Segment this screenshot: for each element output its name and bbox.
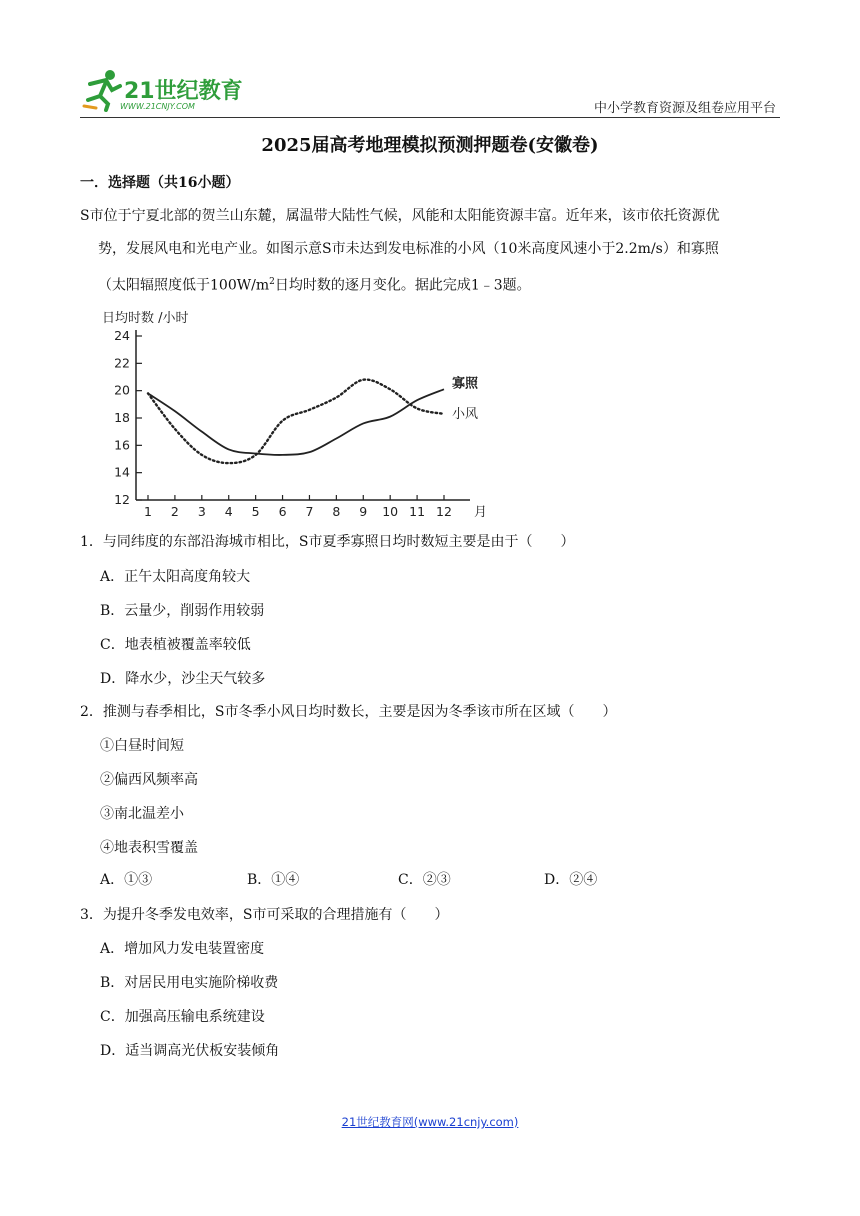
x-tick-label: 5 [251, 504, 260, 519]
x-tick-label: 8 [332, 504, 341, 519]
question-2-item-3: ③南北温差小 [100, 806, 184, 822]
section-heading: 一．选择题（共16小题） [80, 175, 240, 191]
x-tick-label: 9 [359, 504, 368, 519]
y-tick-label: 14 [114, 464, 130, 480]
intro-line-1: S市位于宁夏北部的贺兰山东麓，属温带大陆性气候，风能和太阳能资源丰富。近年来，该市依托资源优 [80, 208, 720, 224]
x-tick-label: 6 [278, 504, 287, 519]
question-3-option-b[interactable]: B．对居民用电实施阶梯收费 [100, 975, 279, 991]
intro-line-3 [80, 266, 780, 303]
x-tick-label: 2 [170, 504, 179, 519]
series-line-2 [148, 380, 444, 464]
question-1-stem: 1．与同纬度的东部沿海城市相比，S市夏季寡照日均时数短主要是由于（ ） [80, 534, 575, 550]
y-tick-label: 12 [114, 492, 130, 507]
line-chart [96, 300, 496, 522]
question-3-stem: 3．为提升冬季发电效率，S市可采取的合理措施有（ ） [80, 907, 449, 923]
logo-text: 21世纪教育 [124, 79, 243, 104]
series-label-2: 小风 [452, 406, 479, 422]
footer-link[interactable]: 21世纪教育网(www.21cnjy.com) [341, 1115, 519, 1129]
question-1-option-c[interactable]: C．地表植被覆盖率较低 [100, 637, 251, 653]
question-2-option-c[interactable]: C．②③ [398, 872, 451, 888]
platform-name: 中小学教育资源及组卷应用平台 [593, 101, 776, 116]
y-axis-label: 日均时数 /小时 [102, 311, 189, 326]
logo-url: WWW.21CNJY.COM [120, 102, 195, 111]
x-tick-label: 11 [409, 504, 426, 519]
question-1-option-a[interactable]: A．正午太阳高度角较大 [100, 569, 251, 585]
x-tick-label: 4 [224, 504, 233, 519]
question-2-item-2: ②偏西风频率高 [100, 772, 198, 788]
runner-logo-icon [80, 66, 124, 112]
intro-sup: 2 [269, 277, 275, 287]
x-tick-label: 12 [436, 504, 452, 519]
intro-line-2: 势，发展风电和光电产业。如图示意S市未达到发电标准的小风（10米高度风速小于2.2m/s）和寡照 [98, 241, 719, 257]
question-3-option-d[interactable]: D．适当调高光伏板安装倾角 [100, 1043, 280, 1059]
question-2-option-d[interactable]: D．②④ [544, 872, 598, 888]
page-title: 2025届高考地理模拟预测押题卷(安徽卷) [261, 135, 599, 156]
y-tick-label: 24 [114, 328, 130, 343]
question-2-option-b[interactable]: B．①④ [247, 872, 300, 888]
question-2-option-a[interactable]: A．①③ [100, 872, 153, 888]
question-3-option-a[interactable]: A．增加风力发电装置密度 [100, 941, 265, 957]
x-tick-label: 10 [382, 504, 399, 519]
series-line-1 [148, 389, 444, 455]
series-label-1: 寡照 [452, 376, 479, 392]
question-2-item-1: ①白昼时间短 [100, 738, 184, 754]
question-2-item-4: ④地表积雪覆盖 [100, 840, 198, 856]
x-axis-label: 月 [474, 505, 488, 520]
question-1-option-d[interactable]: D．降水少，沙尘天气较多 [100, 671, 266, 687]
intro-line-3b: 日均时数的逐月变化。据此完成1﹣3题。 [274, 277, 531, 294]
intro-line-3a: （太阳辐照度低于100W/m [98, 277, 270, 294]
y-tick-label: 16 [114, 437, 130, 453]
question-1-option-b[interactable]: B．云量少，削弱作用较弱 [100, 603, 265, 619]
y-tick-label: 18 [114, 410, 130, 425]
x-tick-label: 7 [305, 504, 314, 519]
question-2-stem: 2．推测与春季相比，S市冬季小风日均时数长，主要是因为冬季该市所在区域（ ） [80, 704, 617, 720]
x-tick-label: 1 [144, 504, 152, 519]
y-tick-label: 20 [114, 382, 130, 398]
y-tick-label: 22 [114, 355, 130, 371]
question-3-option-c[interactable]: C．加强高压输电系统建设 [100, 1009, 265, 1025]
header-divider [80, 117, 780, 118]
logo [80, 66, 250, 116]
intro-paragraph [80, 200, 780, 303]
x-tick-label: 3 [197, 504, 206, 519]
